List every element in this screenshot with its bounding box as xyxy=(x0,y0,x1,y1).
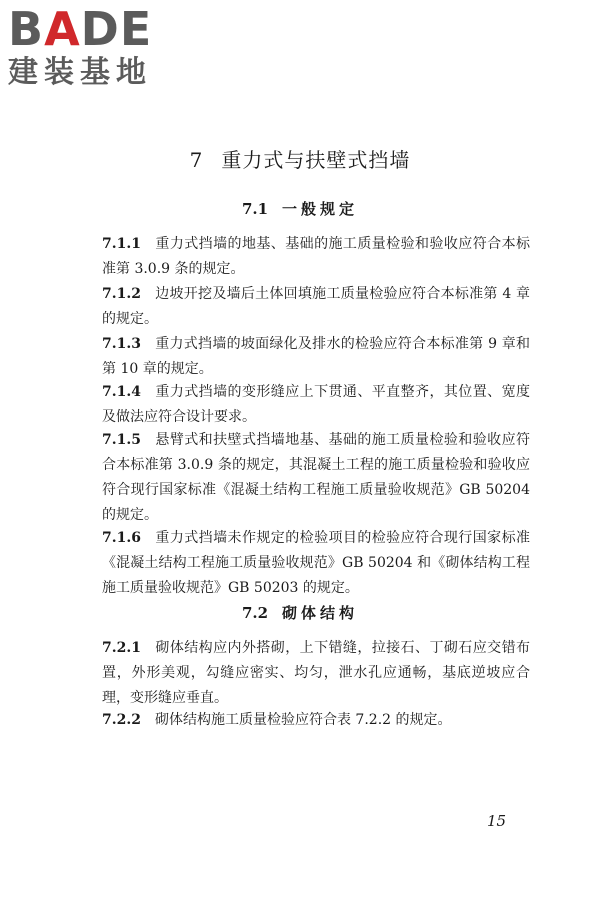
clause-text: 砌体结构施工质量检验应符合表 7.2.2 的规定。 xyxy=(154,712,452,728)
clause-number: 7.1.2 xyxy=(102,286,141,302)
page-number: 15 xyxy=(487,812,507,830)
clause-text: 边坡开挖及墙后土体回填施工质量检验应符合本标准第 4 章的规定。 xyxy=(102,286,530,327)
clause-7-1-3 xyxy=(102,332,530,382)
chapter-title-text: 重力式与扶壁式挡墙 xyxy=(221,148,411,172)
logo-wordmark: BADE xyxy=(8,2,153,56)
clause-text: 重力式挡墙的坡面绿化及排水的检验应符合本标准第 9 章和第 10 章的规定。 xyxy=(102,336,530,377)
logo-subtitle: 建装基地 xyxy=(8,55,152,90)
clause-number: 7.1.5 xyxy=(102,432,141,448)
clause-7-1-5 xyxy=(102,428,530,528)
clause-text: 砌体结构应内外搭砌，上下错缝，拉接石、丁砌石应交错布置，外形美观，勾缝应密实、均匀，泄水孔应通畅，基底逆坡应合理，变形缝应垂直。 xyxy=(102,640,530,706)
section-title-7-1: 7.1 一般规定 xyxy=(241,200,359,218)
publisher-logo xyxy=(8,4,178,90)
clause-number: 7.2.1 xyxy=(102,640,141,656)
clause-text: 悬臂式和扶壁式挡墙地基、基础的施工质量检验和验收应符合本标准第 3.0.9 条的规定，其混凝土工程的施工质量检验和验收应符合现行国家标准《混凝土结构工程施工质量验收规范》GB 50204 的规定。 xyxy=(102,432,530,523)
clause-number: 7.1.4 xyxy=(102,384,141,400)
chapter-number: 7 xyxy=(189,148,204,172)
clause-7-1-6 xyxy=(102,526,530,601)
clause-7-2-1 xyxy=(102,636,530,711)
chapter-title xyxy=(0,144,600,173)
clause-text: 重力式挡墙的变形缝应上下贯通、平直整齐，其位置、宽度及做法应符合设计要求。 xyxy=(102,384,530,425)
clause-text: 重力式挡墙的地基、基础的施工质量检验和验收应符合本标准第 3.0.9 条的规定。 xyxy=(102,236,530,277)
clause-number: 7.2.2 xyxy=(102,712,141,728)
clause-number: 7.1.1 xyxy=(102,236,141,252)
clause-number: 7.1.6 xyxy=(102,530,141,546)
clause-7-1-4 xyxy=(102,380,530,430)
clause-7-2-2 xyxy=(102,708,530,733)
clause-number: 7.1.3 xyxy=(102,336,141,352)
section-title-7-2: 7.2 砌体结构 xyxy=(241,604,359,622)
clause-text: 重力式挡墙未作规定的检验项目的检验应符合现行国家标准《混凝土结构工程施工质量验收规范》GB 50204 和《砌体结构工程施工质量验收规范》GB 50203 的规定。 xyxy=(102,530,530,596)
clause-7-1-1 xyxy=(102,232,530,282)
clause-7-1-2 xyxy=(102,282,530,332)
